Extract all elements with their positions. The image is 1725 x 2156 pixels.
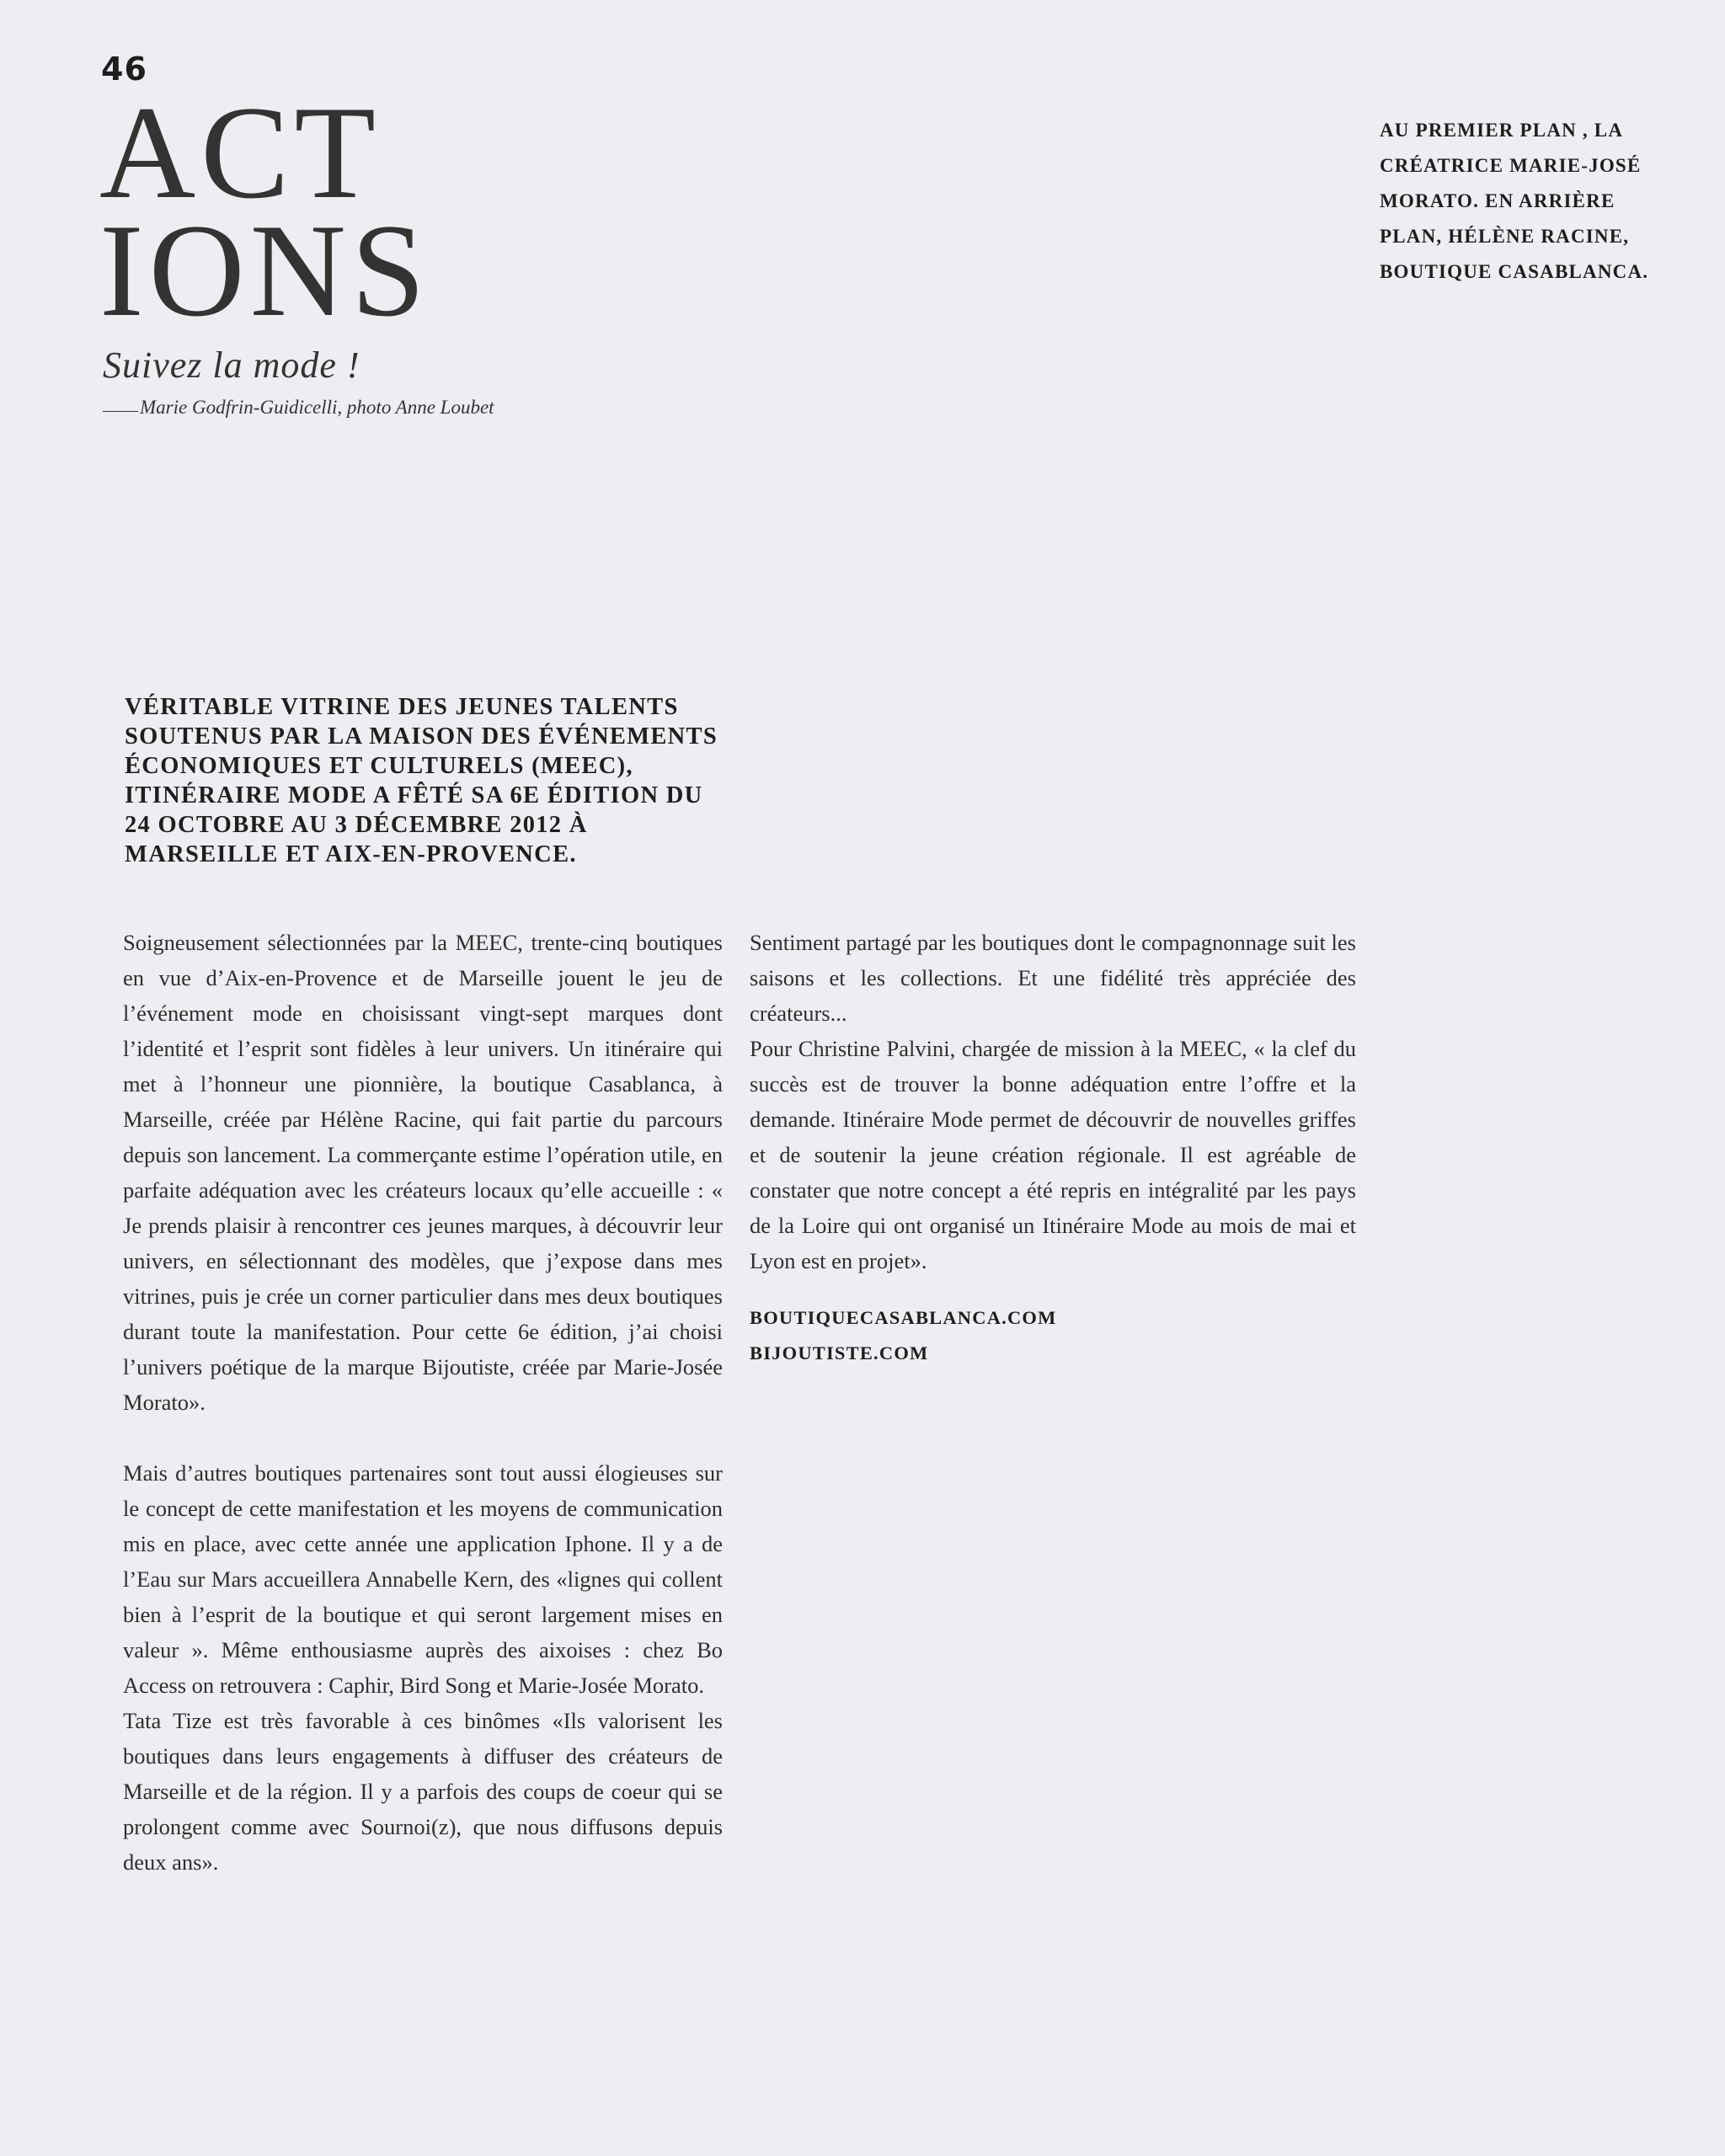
article-intro: VÉRITABLE VITRINE DES JEUNES TALENTS SOUTENUS PAR LA MAISON DES ÉVÉNEMENTS ÉCONOMIQUES ET CULTURELS (MEEC), ITINÉRAIRE MODE A FÊTÉ SA 6E ÉDITION DU 24 OCTOBRE AU 3 DÉCEMBRE 2012 À MARSEILLE ET AIX-EN-PROVENCE. — [125, 694, 718, 867]
byline-dash — [103, 411, 138, 412]
right-paragraph-1: Sentiment partagé par les boutiques dont le compagnonnage suit les saisons et les collections. Et une fidélité très appréciée des créateurs... — [750, 930, 1356, 1026]
left-paragraph-3: Tata Tize est très favorable à ces binômes «Ils valorisent les boutiques dans leurs engagements à diffuser des créateurs de Marseille et de la région. Il y a parfois des coups de coeur qui se prolongent comme avec Sournoi(z), que nous diffusons depuis deux ans». — [123, 1708, 723, 1875]
left-paragraph-1: Soigneusement sélectionnées par la MEEC, trente-cinq boutiques en vue d’Aix-en-Provence et de Marseille jouent le jeu de l’événement mode en choisissant vingt-sept marques dont l’identité et l’esprit sont fidèles à leur univers. Un itinéraire qui met à l’honneur une pionnière, la boutique Casablanca, à Marseille, créée par Hélène Racine, qui fait partie du parcours depuis son lancement. La commerçante estime l’opération utile, en parfaite adéquation avec les créateurs locaux qu’elle accueille : « Je prends plaisir à rencontrer ces jeunes marques, à découvrir leur univers, en sélectionnant des modèles, que j’expose dans mes vitrines, puis je crée un corner particulier dans mes deux boutiques durant toute la manifestation. Pour cette 6e édition, j’ai choisi l’univers poétique de la marque Bijoutiste, créée par Marie-Josée Morato». — [123, 930, 723, 1415]
right-paragraph-2: Pour Christine Palvini, chargée de mission à la MEEC, « la clef du succès est de trouver la bonne adéquation entre l’offre et la demande. Itinéraire Mode permet de découvrir de nouvelles griffes et de soutenir la jeune création régionale. Il est agréable de constater que notre concept a été repris en intégralité par les pays de la Loire qui ont organisé un Itinéraire Mode au mois de mai et Lyon est en projet». — [750, 1036, 1356, 1273]
right-column — [750, 925, 1356, 1371]
website-links — [750, 1300, 1356, 1371]
section-title-line-2: IONS — [99, 197, 430, 344]
section-title-line-1: ACT — [99, 79, 381, 227]
byline-text: Marie Godfrin-Guidicelli, photo Anne Loubet — [140, 397, 494, 418]
left-column — [123, 925, 723, 1880]
page-number: 46 — [101, 51, 147, 88]
left-paragraph-2: Mais d’autres boutiques partenaires sont tout aussi élogieuses sur le concept de cette manifestation et les moyens de communication mis en place, avec cette année une application Iphone. Il y a de l’Eau sur Mars accueillera Annabelle Kern, des «lignes qui collent bien à l’esprit de la boutique et qui seront largement mises en valeur ». Même enthousiasme auprès des aixoises : chez Bo Access on retrouvera : Caphir, Bird Song et Marie-Josée Morato. — [123, 1460, 723, 1698]
photo-caption: AU PREMIER PLAN , LA CRÉATRICE MARIE-JOSÉ MORATO. EN ARRIÈRE PLAN, HÉLÈNE RACINE, BOUTIQUE CASABLANCA. — [1380, 120, 1649, 282]
article-byline — [103, 397, 494, 419]
section-title — [99, 79, 430, 344]
link-bijoutiste[interactable]: BIJOUTISTE.COM — [750, 1342, 929, 1364]
link-boutique-casablanca[interactable]: BOUTIQUECASABLANCA.COM — [750, 1307, 1057, 1328]
article-subtitle: Suivez la mode ! — [103, 344, 360, 386]
